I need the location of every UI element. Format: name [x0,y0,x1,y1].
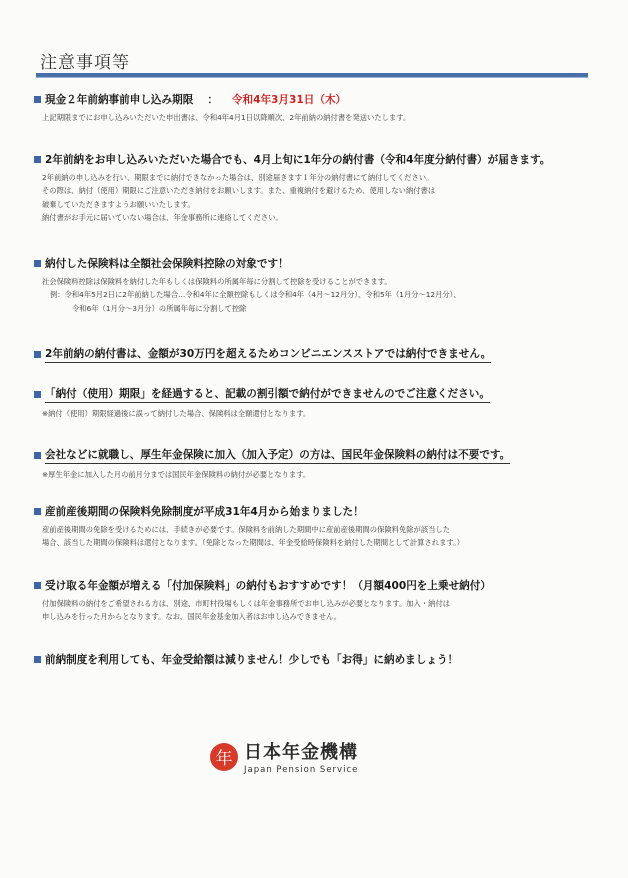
square-bullet-icon [34,656,41,663]
section-text: その際は、納付（使用）期限にご注意いただき納付をお願いします。また、重複納付を避けるため、使用しない納付書は [42,186,436,196]
section-heading: 現金２年前納事前申し込み期限 [45,94,194,106]
section-heading: 会社などに就職し、厚生年金保険に加入（加入予定）の方は、国民年金保険料の納付は不要です。 [45,447,510,464]
page-title: 注意事項等 [40,53,130,73]
section-text: 納付書がお手元に届いていない場合は、年金事務所に連絡してください。 [42,213,283,223]
section-one-year-bill [34,152,590,225]
section-heading: 2年前納をお申し込みいただいた場合でも、4月上旬に1年分の納付書（令和4年度分納付書）が届きます。 [45,154,551,166]
section-convenience-store [34,346,590,363]
section-heading: 2年前納の納付書は、金額が30万円を超えるためコンビニエンスストアでは納付できません。 [45,346,491,363]
logo-name-ja: 日本年金機構 [244,742,358,763]
logo-name-en: Japan Pension Service [244,765,359,775]
section-heading: 納付した保険料は全額社会保険料控除の対象です！ [45,258,289,270]
section-text: ※厚生年金に加入した月の前月分までは国民年金保険料の納付が必要となります。 [42,470,311,479]
section-prepayment-benefit [34,652,590,667]
section-text: 付加保険料の納付をご希望される方は、別途、市町村役場もしくは年金事務所でお申し込みが必要となります。加入・納付は [42,599,451,608]
section-text: 場合、該当した期間の保険料は還付となります。（免除となった期間は、年金受給時保険料を納付した期間として計算されます。） [42,538,465,548]
section-text: 社会保険料控除は保険料を納付した年もしくは保険料の所属年毎に分割して控除を受けることができます。 [42,277,392,286]
square-bullet-icon [34,508,41,515]
square-bullet-icon [34,351,41,358]
organization-logo [210,738,358,775]
title-divider [36,73,588,78]
section-heading: 前納制度を利用しても、年金受給額は減りません！少しでも「お得」に納めましょう！ [45,654,459,666]
section-additional-premium [34,578,590,624]
pension-emblem-icon: 年 [210,743,238,771]
square-bullet-icon [34,156,41,163]
square-bullet-icon [34,582,41,589]
section-text: 上記期限までにお申し込みいただいた申出書は、令和4年4月1日以降順次、2年前納の納付書を発送いたします。 [42,113,411,122]
section-employee-pension [34,447,590,481]
section-text: 例：令和4年5月2日に2年前納した場合…令和4年に全額控除もしくは令和4年（4月～12月分）、令和5年（1月分～12月分）、 [50,290,461,300]
section-maternity-exemption [34,504,590,550]
square-bullet-icon [34,452,41,459]
section-text: 申し込みを行った月からとなります。なお、国民年金基金加入者はお申し込みできません。 [42,612,342,622]
heading-colon: ： [207,94,218,106]
section-text: ※納付（使用）期限経過後に誤って納付した場合、保険料は全額還付となります。 [42,409,311,418]
square-bullet-icon [34,391,41,398]
section-text: 2年前納の申し込みを行い、期限までに納付できなかった場合は、別途届きます１年分の納付書にて納付してください。 [42,173,434,182]
section-heading: 産前産後期間の保険料免除制度が平成31年4月から始まりました！ [45,506,364,518]
square-bullet-icon [34,260,41,267]
section-text: 破棄していただきますようお願いいたします。 [42,199,195,209]
section-text: 令和6年（1月分～3月分）の所属年毎に分割して控除 [72,303,247,313]
section-heading: 「納付（使用）期限」を経過すると、記載の割引額で納付ができませんのでご注意ください。 [45,386,490,403]
square-bullet-icon [34,96,41,103]
section-heading: 受け取る年金額が増える「付加保険料」の納付もおすすめです！（月額400円を上乗せ納付） [45,580,491,592]
section-text: 産前産後期間の免除を受けるためには、手続きが必要です。保険料を前納した期間中に産前産後期間の保険料免除が該当した [42,525,451,534]
section-tax-deduction [34,256,590,315]
deadline-date: 令和4年3月31日（木） [231,94,347,106]
section-payment-deadline [34,386,590,420]
section-deadline [34,92,590,124]
